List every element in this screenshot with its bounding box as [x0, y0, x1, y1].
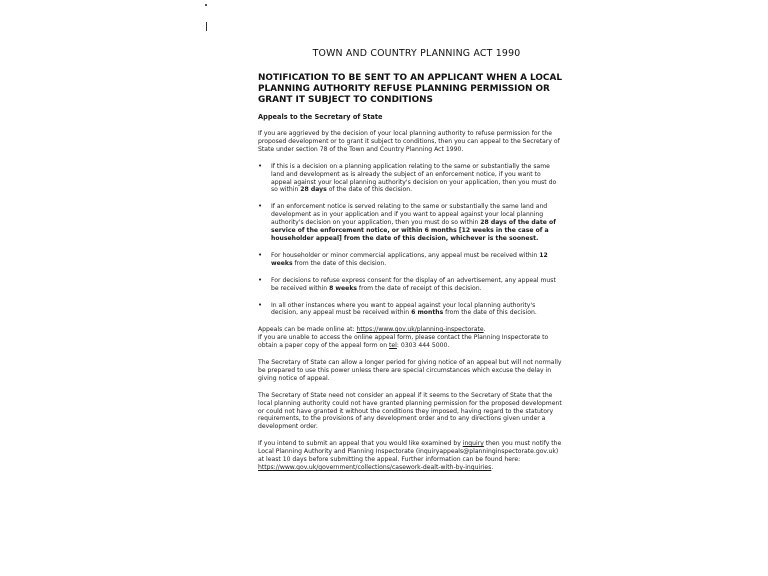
online-appeal-paragraph: Appeals can be made online at: https://www.gov.uk/planning-inspectorate. If you are unable to access the online appeal form, please contact the Planning Inspectorate to obtain a paper copy of the appeal form on tel: 0303 444 5000. — [258, 326, 549, 350]
inquiries-link[interactable]: https://www.gov.uk/government/collections/casework-dealt-with-by-inquiries — [258, 464, 492, 471]
inquiry-word: inquiry — [462, 440, 484, 448]
bullet-item: • If an enforcement notice is served relating to the same or substantially the same land and development as in your application and if you want to appeal against your local planning authority's decision on your application, then you must do so within 28 days of the date of service of the enforcement notice, or within 6 months [12 weeks in the case of a householder appeal] from the date of this decision, whichever is the soonest. — [258, 203, 563, 243]
bullet-item: • In all other instances where you want to appeal against your local planning authority's decision, any appeal must be received within 6 months from the date of this decision. — [258, 302, 563, 318]
bullet-item: • If this is a decision on a planning application relating to the same or substantially the same land and development as is already the subject of an enforcement notice, if you want to appeal against your local planning authority's decision on your application, then you must do so within 28 days of the date of this decision. — [258, 163, 563, 195]
inquiry-paragraph: If you intend to submit an appeal that you would like examined by inquiry then you must notify the Local Planning Authority and Planning Inspectorate (inquiryappeals@planninginspectorate.gov.uk) at least 10 days before submitting the appeal. Further information can be found here: https://www.gov.uk/government/collections/casework-dealt-with-by-inquiries. — [258, 440, 562, 471]
intro-paragraph: If you are aggrieved by the decision of your local planning authority to refuse permission for the proposed development or to grant it subject to conditions, then you can appeal to the Secretary of State under section 78 of the Town and Country Planning Act 1990. — [258, 130, 560, 153]
appeals-heading: Appeals to the Secretary of State — [258, 113, 383, 121]
need-not-consider-paragraph: The Secretary of State need not consider an appeal if it seems to the Secretary of State that the local planning authority could not have granted planning permission for the proposed development or could not have granted it without the conditions they imposed, having regard to the statutory requirements, to the provisions of any development order and to any directions given under a development order. — [258, 391, 562, 431]
document-page — [258, 48, 563, 481]
act-title: TOWN AND COUNTRY PLANNING ACT 1990 — [312, 48, 521, 59]
notification-title: NOTIFICATION TO BE SENT TO AN APPLICANT WHEN A LOCAL PLANNING AUTHORITY REFUSE PLANNING PERMISSION OR GRANT IT SUBJECT TO CONDITIONS — [258, 73, 562, 105]
tel-label: tel — [389, 342, 397, 350]
scan-mark-dot — [205, 4, 207, 6]
bullet-item: • For householder or minor commercial applications, any appeal must be received within 12 weeks from the date of this decision. — [258, 252, 563, 268]
planning-inspectorate-link[interactable]: https://www.gov.uk/planning-inspectorate — [356, 326, 484, 334]
scan-mark-tick — [206, 22, 207, 31]
deadline-bullets — [258, 163, 563, 318]
longer-period-paragraph: The Secretary of State can allow a longer period for giving notice of an appeal but will not normally be prepared to use this power unless there are special circumstances which excuse the delay in giving notice of appeal. — [258, 359, 562, 382]
bullet-item: • For decisions to refuse express consent for the display of an advertisement, any appeal must be received within 8 weeks from the date of receipt of this decision. — [258, 277, 563, 293]
